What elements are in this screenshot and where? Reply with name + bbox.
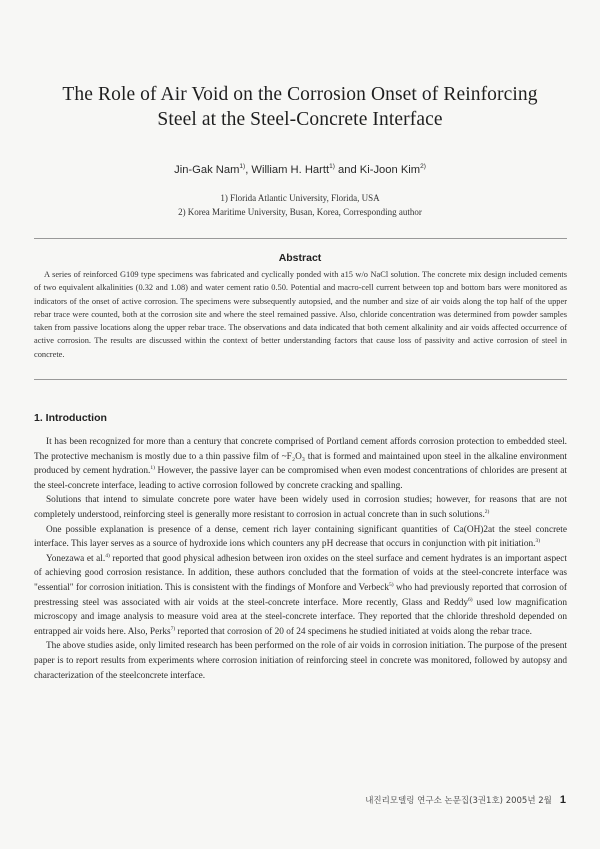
body-paragraph	[34, 435, 567, 493]
author-affiliation-mark: 1)	[329, 163, 335, 170]
citation-marker: 6)	[468, 596, 473, 603]
citation-marker: 7)	[170, 625, 176, 632]
page-number: 1	[559, 794, 566, 806]
author-separator: and	[334, 164, 360, 176]
author-separator: ,	[245, 164, 252, 176]
body-paragraph	[34, 493, 567, 522]
citation-marker: 3)	[535, 538, 541, 545]
affiliation-item: 2) Korea Maritime University, Busan, Korea, Corresponding author	[178, 207, 422, 217]
author-affiliation-mark: 1)	[239, 163, 246, 170]
paragraph-text: reported that good physical adhesion between iron oxides on the steel surface and cement hydrates is an important aspect of achieving good corrosion resistance. In addition, these authors concluded that the formation of voids at the steel-concrete interface was "essential" for corrosion initiation. This is consistent with the findings of Monfore and Verbeck	[34, 553, 567, 593]
journal-name: 내진리모델링 연구소 논문집(3권1호) 2005년 2월	[365, 796, 552, 806]
page-footer	[365, 794, 566, 806]
author-list	[0, 163, 600, 176]
paragraph-text: Solutions that intend to simulate concrete pore water have been widely used in corrosion studies; however, for reasons that are not completely understood, reinforcing steel is generally more resistant to corrosion in actual concrete than in such solutions.	[34, 495, 567, 520]
body-paragraph	[34, 639, 567, 683]
citation-marker: 4)	[105, 552, 110, 559]
citation-marker: 5)	[389, 581, 394, 588]
author-name: William H. Hartt	[251, 164, 330, 176]
author-name: Jin-Gak Nam	[174, 164, 240, 176]
abstract-heading: Abstract	[278, 252, 322, 264]
section-heading: 1. Introduction	[34, 412, 107, 424]
paragraph-text: used low magnification microscopy and image analysis to measure void area at the steel-concrete interface. They reported that the chloride threshold depended on entrapped air voids here. Also, Perks	[34, 597, 567, 637]
title-line-2: Steel at the Steel-Concrete Interface	[157, 109, 443, 130]
paper-title	[40, 82, 560, 132]
paragraph-text: One possible explanation is presence of a dense, cement rich layer containing significant quantities of Ca(OH)2at the steel concrete interface. This layer serves as a source of hydroxide ions which counters any pH decrease that occurs in conjunction with pit initiation.	[34, 524, 567, 550]
author-name: Ki-Joon Kim	[359, 164, 421, 176]
citation-marker: 1)	[150, 465, 155, 472]
abstract-top-rule	[34, 238, 567, 239]
affiliation-list	[0, 191, 600, 219]
author-affiliation-mark: 2)	[420, 163, 426, 170]
paragraph-text: However, the passive layer can be compromised when even modest concentrations of chlorides are present at the steel-concrete interface, leading to active corrosion followed by concrete cracking and spalling.	[34, 466, 567, 491]
body-paragraph	[34, 523, 567, 552]
paragraph-text: The above studies aside, only limited research has been performed on the role of air voids in corrosion initiation. The purpose of the present paper is to report results from experiments where corrosion initiation of reinforcing steel in concrete was monitored, followed by autopsy and characterization of the steelconcrete interface.	[34, 641, 567, 681]
affiliation-item: 1) Florida Atlantic University, Florida, USA	[220, 193, 380, 203]
paragraph-text: who had previously reported that corrosion of prestressing steel was associated with air voids at the steel-concrete interface. More recently, Glass and Reddy	[34, 582, 567, 608]
body-paragraph	[34, 552, 567, 640]
abstract-bottom-rule	[34, 379, 567, 380]
paragraph-text: Yonezawa et al.	[46, 553, 106, 564]
introduction-body	[34, 435, 567, 683]
citation-marker: 2)	[484, 508, 490, 515]
abstract-text: A series of reinforced G109 type specimens was fabricated and cyclically ponded with a15 w/o NaCl solution. The concrete mix design included cements of two equivalent alkalinities (0.32 and 1.08) and water cement ratio 0.50. Potential and macro-cell current between top and bottom bars were monitored as indicators of the onset of active corrosion. The specimens were subsequently autopsied, and the number and size of air voids along the top half of the upper rebar trace were counted, both at the corrosion site and where the steel remained passive. Also, chloride concentration was determined from powder samples taken from passive locations along the upper rebar trace. The observations and data indicated that both cement alkalinity and air voids affected occurrence of active corrosion. The results are discussed within the context of better understanding factors that cause loss of passivity and active corrosion of steel in concrete.	[34, 270, 567, 359]
paragraph-text: It has been recognized for more than a century that concrete comprised of Portland cement affords corrosion protection to embedded steel. The protective mechanism is mostly due to a thin passive film of ~F₂O₃ that is formed and maintained upon steel in the alkaline environment produced by cement hydration.	[34, 437, 567, 477]
paragraph-text: reported that corrosion of 20 of 24 specimens he studied initiated at voids along the rebar trace.	[175, 626, 532, 637]
title-line-1: The Role of Air Void on the Corrosion Onset of Reinforcing	[62, 84, 538, 105]
